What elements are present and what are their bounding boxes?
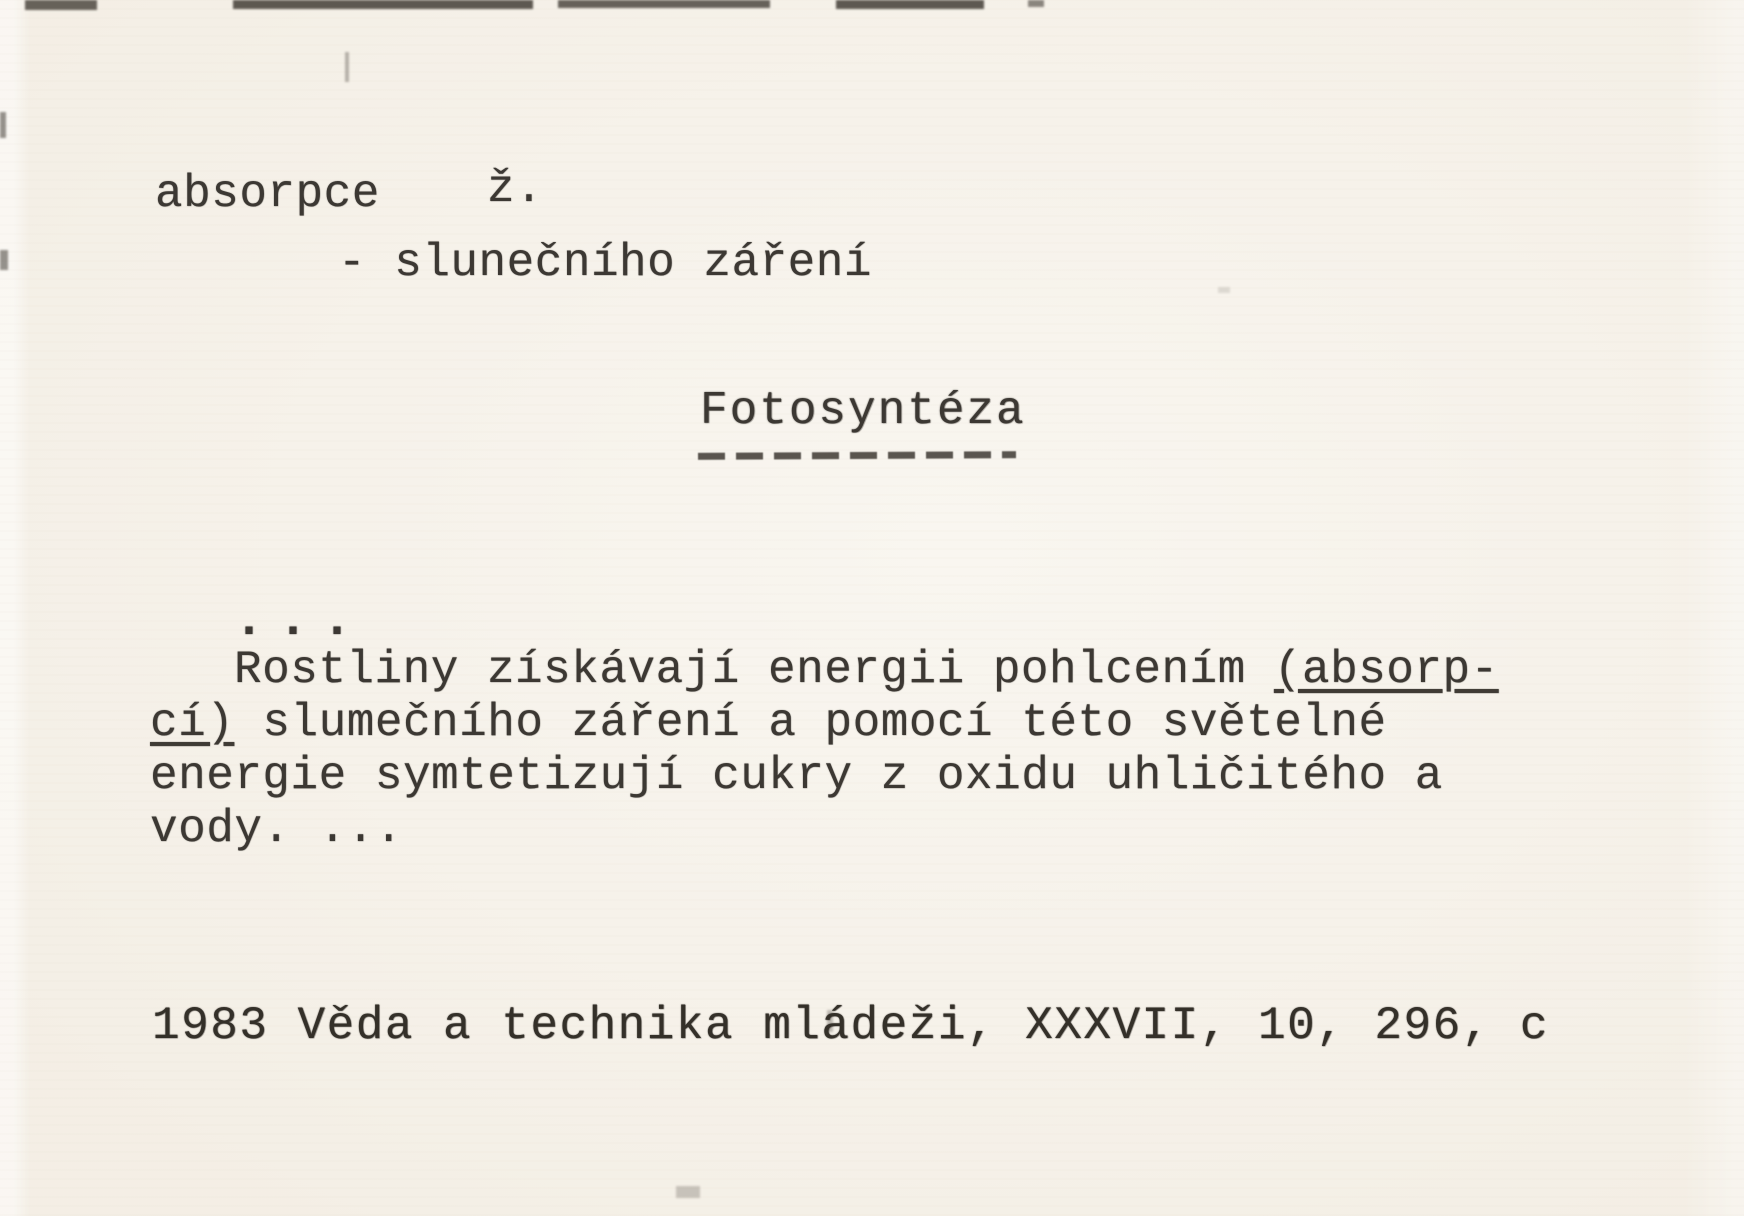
scan-artifact: [233, 0, 533, 9]
body-line: [150, 644, 1499, 697]
scan-artifact: [836, 0, 984, 9]
entry-headword: absorpce: [155, 168, 380, 220]
scan-artifact: [1028, 0, 1044, 7]
source-citation: 1983 Věda a technika mládeži, XXXVII, 10, 296, c: [152, 1000, 1550, 1052]
body-line: [150, 697, 1499, 750]
body-line: [150, 750, 1499, 803]
scan-artifact: [0, 112, 6, 138]
entry-cross-reference: - slunečního záření: [338, 237, 872, 289]
body-line2-text: slumečního záření a pomocí této světelné: [234, 697, 1387, 749]
scan-artifact: [1218, 287, 1230, 293]
entry-gender-label: ž.: [487, 163, 544, 215]
title-dashed-underline: [698, 451, 1016, 460]
article-title: Fotosyntéza: [700, 385, 1026, 437]
scan-artifact: [25, 0, 97, 10]
body-line: [150, 803, 1499, 856]
body-line3-text: energie symtetizují cukry z oxidu uhličitého a: [150, 750, 1443, 802]
body-line1-underlined: (absorp-: [1273, 644, 1499, 696]
scan-artifact: [0, 250, 8, 270]
body-line4-text: vody. ...: [150, 803, 403, 855]
leading-ellipsis: ...: [234, 593, 367, 650]
article-body: [150, 593, 1499, 856]
scan-artifact: [345, 52, 349, 82]
body-line1-text: Rostliny získávají energii pohlcením: [234, 644, 1274, 696]
scan-artifact: [558, 0, 770, 8]
body-line2-underlined: cí): [150, 697, 235, 749]
scan-artifact: [676, 1186, 700, 1198]
